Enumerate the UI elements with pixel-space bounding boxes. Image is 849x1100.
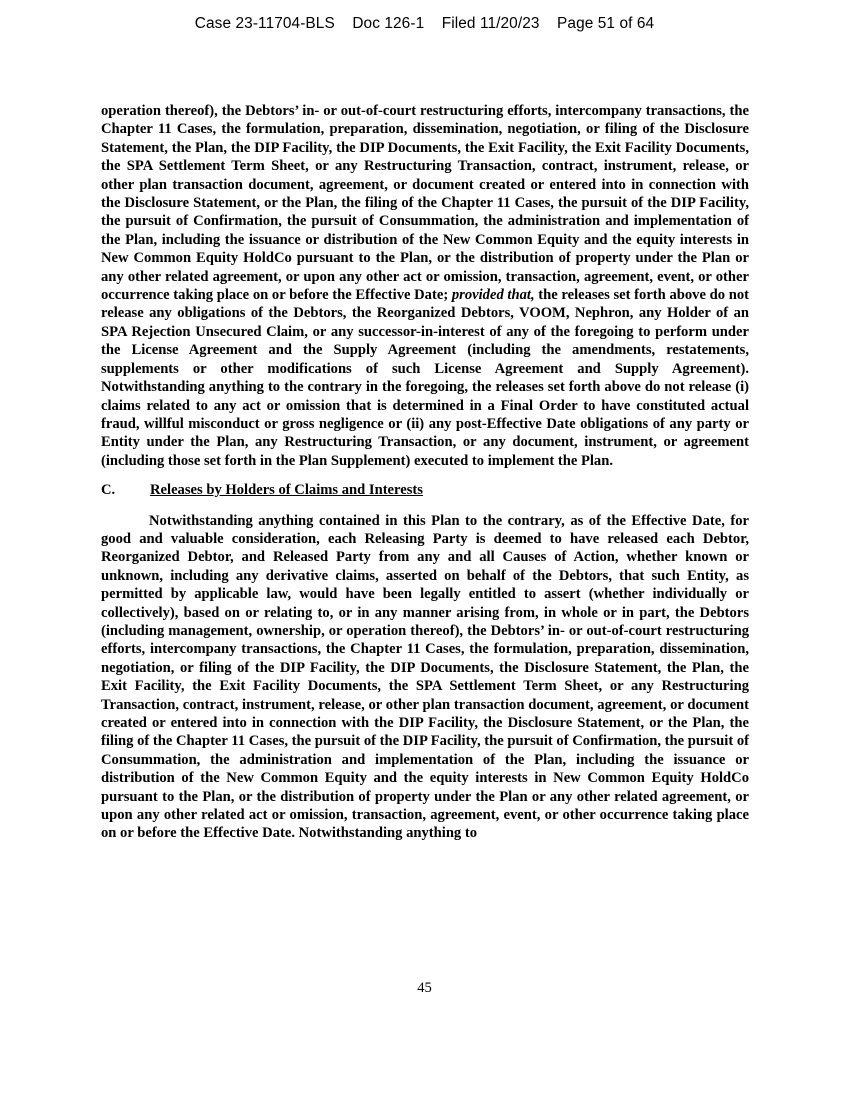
- section-letter: C.: [101, 482, 116, 499]
- holder-releases-paragraph: Notwithstanding anything contained in this Plan to the contrary, as of the Effective Date, for good and valuable consideration, each Releasing Party is deemed to have released each Debtor, Reorganized Debtor, and Released Party from any and all Causes of Action, whether known or unknown, including any derivative claims, asserted on behalf of the Debtors, that such Entity, as permitted by applicable law, would have been legally entitled to assert (whether individually or collectively), based on or relating to, or in any manner arising from, in whole or in part, the Debtors (including management, ownership, or operation thereof), the Debtors’ in- or out-of-court restructuring efforts, intercompany transactions, the Chapter 11 Cases, the formulation, preparation, dissemination, negotiation, or filing of the DIP Facility, the DIP Documents, the Disclosure Statement, the Plan, the Exit Facility, the Exit Facility Documents, the SPA Settlement Term Sheet, or any Restructuring Transaction, contract, instrument, release, or other plan transaction document, agreement, or document created or entered into in connection with the DIP Facility, the Disclosure Statement, or the Plan, the filing of the Chapter 11 Cases, the pursuit of the DIP Facility, the pursuit of Confirmation, the pursuit of Consummation, the administration and implementation of the Plan, including the issuance or distribution of the New Common Equity and the equity interests in New Common Equity HoldCo pursuant to the Plan, or the distribution of property under the Plan or any other related agreement, or upon any other related act or omission, transaction, agreement, event, or other occurrence taking place on or before the Effective Date. Notwithstanding anything to: [101, 512, 749, 842]
- release-paragraph-continued: [101, 102, 749, 470]
- case-filing-header: Case 23-11704-BLS Doc 126-1 Filed 11/20/23 Page 51 of 64: [194, 15, 655, 32]
- paragraph-text-part1: operation thereof), the Debtors’ in- or out-of-court restructuring efforts, intercompany transactions, the Chapter 11 Cases, the formulation, preparation, dissemination, negotiation, or filing of the Disclosure Statement, the Plan, the DIP Facility, the DIP Documents, the Exit Facility, the Exit Facility Documents, the SPA Settlement Term Sheet, or any Restructuring Transaction, contract, instrument, release, or other plan transaction document, agreement, or document created or entered into in connection with the Disclosure Statement, or the Plan, the filing of the Chapter 11 Cases, the pursuit of the DIP Facility, the pursuit of Confirmation, the pursuit of Consummation, the administration and implementation of the Plan, including the issuance or distribution of the New Common Equity and the equity interests in New Common Equity HoldCo pursuant to the Plan, or the distribution of property under the Plan or any other related agreement, or upon any other act or omission, transaction, agreement, event, or other occurrence taking place on or before the Effective Date;: [101, 103, 749, 304]
- document-body: [101, 102, 749, 843]
- italic-proviso: provided that,: [451, 287, 535, 304]
- section-heading: [101, 481, 749, 499]
- section-title: Releases by Holders of Claims and Interests: [150, 482, 423, 499]
- page-number: 45: [417, 980, 432, 996]
- paragraph-text-part2: the releases set forth above do not release any obligations of the Debtors, the Reorganized Debtors, VOOM, Nephron, any Holder of an SPA Rejection Unsecured Claim, or any successor-in-interest of any of the foregoing to perform under the License Agreement and the Supply Agreement (including the amendments, restatements, supplements or other modifications of such License Agreement and Supply Agreement). Notwithstanding anything to the contrary in the foregoing, the releases set forth above do not release (i) claims related to any act or omission that is determined in a Final Order to have constituted actual fraud, willful misconduct or gross negligence or (ii) any post-Effective Date obligations of any party or Entity under the Plan, any Restructuring Transaction, or any document, instrument, or agreement (including those set forth in the Plan Supplement) executed to implement the Plan.: [101, 287, 749, 469]
